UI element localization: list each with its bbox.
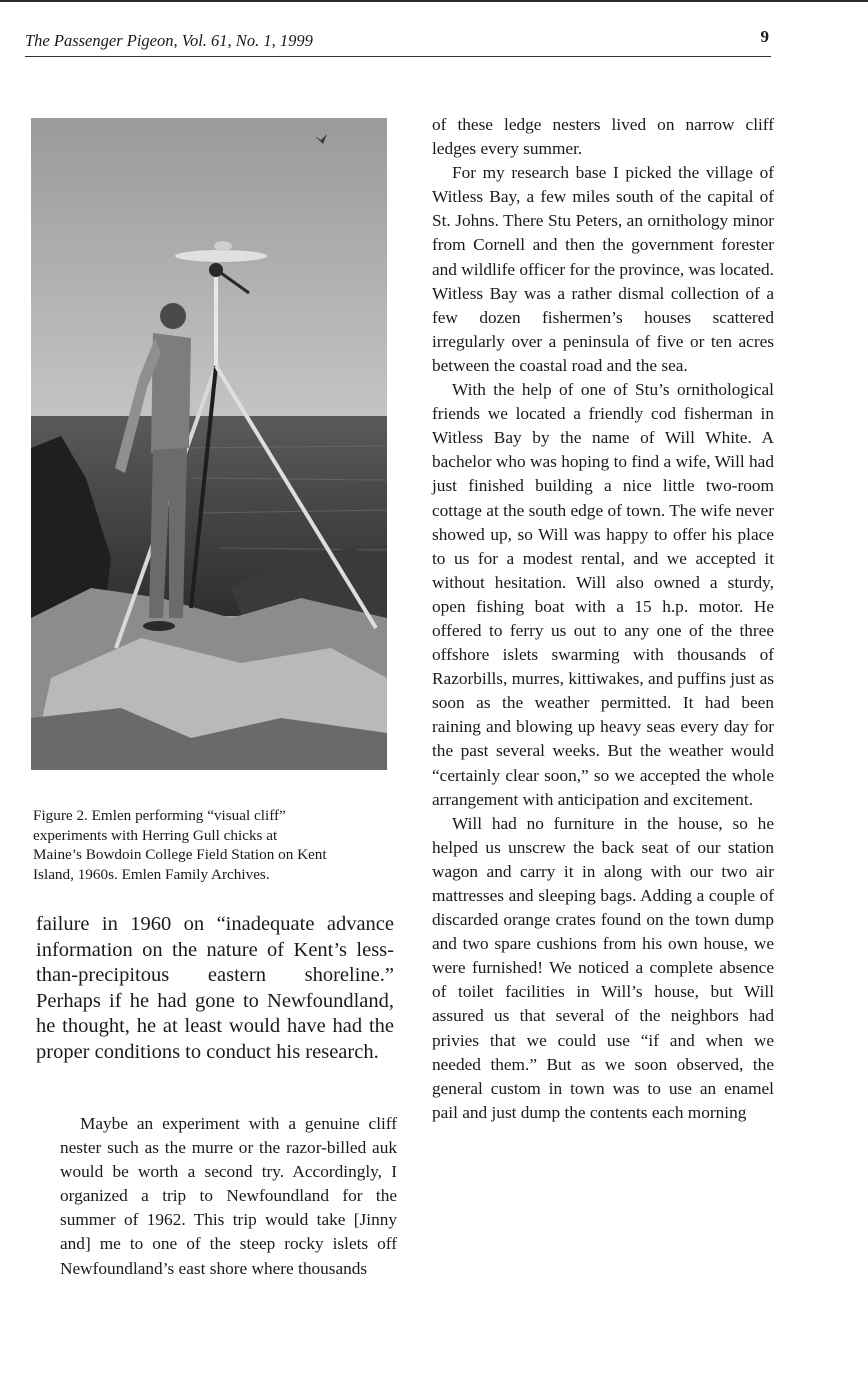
right-column-text xyxy=(432,113,774,1125)
left-column-large-text xyxy=(36,912,394,1066)
tripod-platform xyxy=(175,250,267,262)
caption-line: experiments with Herring Gull chicks at xyxy=(33,826,278,844)
page-number: 9 xyxy=(760,27,769,46)
tripod-head xyxy=(209,263,223,277)
page-top-rule xyxy=(0,0,868,2)
man-shoes xyxy=(143,621,175,631)
paragraph-furniture: Will had no furniture in the house, so he helped us unscrew the back seat of our station wagon and carry it in along with our two air mattresses and sleeping bags. Adding a couple of discarded orange crates found on the town dump and two spare cushions from his own house, we were furnished! We noticed a complete absence of toilet facilities in Will’s house, but Will assured us that several of the neighbors had privies that we could use “if and when we needed them.” But as we soon observed, the general custom in town was to use an enamel pail and just dump the contents each morning xyxy=(432,813,774,1122)
gull-chick xyxy=(214,241,232,251)
body-paragraph: Maybe an experiment with a genuine cliff nester such as the murre or the razor-billed auk would be worth a second try. Accordingly, I organized a trip to Newfoundland for the summer of 1962. This trip would take [Jinny and] me to one of the steep rocky islets off Newfoundland’s east shore where thousands xyxy=(60,1114,397,1278)
caption-line: Maine’s Bowdoin College Field Station on Kent xyxy=(33,846,327,864)
running-header xyxy=(25,27,771,57)
photo-illustration xyxy=(31,118,387,770)
journal-citation: The Passenger Pigeon, Vol. 61, No. 1, 1999 xyxy=(25,31,313,50)
paragraph-research-base: For my research base I picked the village of Witless Bay, a few miles south of the capital of St. Johns. There Stu Peters, an ornithology minor from Cornell and then the government forester and wildlife officer for the province, was located. Witless Bay was a rather dismal collection of a few dozen fishermen’s houses scattered irregularly over a peninsula of five or ten acres between the coastal road and the sea. xyxy=(432,163,774,375)
figure-caption xyxy=(33,806,403,884)
caption-line: Figure 2. Emlen performing “visual cliff” xyxy=(33,807,286,824)
man-head xyxy=(160,303,186,329)
left-column-body-text xyxy=(60,1112,397,1281)
caption-line: Island, 1960s. Emlen Family Archives. xyxy=(33,865,270,883)
continued-paragraph: of these ledge nesters lived on narrow cliff ledges every summer. xyxy=(432,115,774,159)
figure-photo xyxy=(31,118,387,770)
large-paragraph: failure in 1960 on “inadequate advance information on the nature of Kent’s less-than-precipitous eastern shoreline.” Perhaps if he had gone to Newfoundland, he thought, he at least would have had the proper conditions to conduct his research. xyxy=(36,913,394,1063)
photo-sky xyxy=(31,118,387,418)
paragraph-will-white: With the help of one of Stu’s ornithological friends we located a friendly cod fisherman in Witless Bay by the name of Will White. A bachelor who was hoping to find a wife, Will had just finished building a nice little two-room cottage at the south edge of town. The wife never showed up, so Will was happy to offer his place to us for a modest rental, and we accepted it without hesitation. Will also owned a sturdy, open fishing boat with a 15 h.p. motor. He offered to ferry us out to any one of the three offshore islets swarming with thousands of Razorbills, murres, kittiwakes, and puffins just as soon as the weather permitted. It had been raining and blowing up heavy seas every day for the past several weeks. But the weather would “certainly clear soon,” so we accepted the whole arrangement with anticipation and excitement. xyxy=(432,380,774,809)
